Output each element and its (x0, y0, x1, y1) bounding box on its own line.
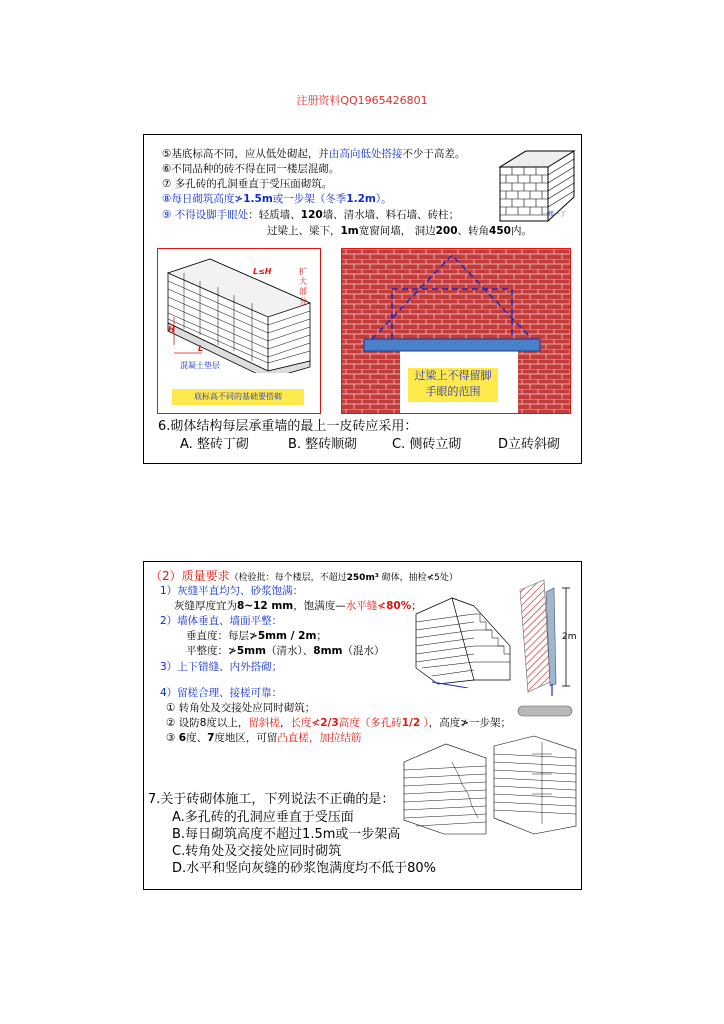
h-label: H (168, 325, 175, 334)
question-6: 6.砌体结构每层承重墙的最上一皮砖应采用： (158, 419, 418, 434)
expanded-part-char: 大 (299, 277, 307, 286)
foundation-caption: 底标高不同的基础要搭砌 (172, 389, 304, 405)
rule-9: ⑨ 不得设脚手眼处：轻质墙、120墙、清水墙、料石墙、砖柱； (162, 209, 460, 221)
lintel-caption (408, 368, 498, 402)
quality-title: （2）质量要求（检验批：每个楼层，不超过250m³ 砌体，抽检≮5处） (150, 569, 458, 583)
rule-5: ⑤基底标高不同，应从低处砌起，并由高向低处搭接不少于高差。 (162, 148, 466, 160)
option: D.水平和竖向灰缝的砂浆饱满度均不低于80% (172, 861, 437, 876)
req-1-detail: 灰缝厚度宜为8~12 mm，饱满度—水平缝≮80%； (174, 600, 422, 612)
rule-8: ⑧每日砌筑高度≯1.5m或一步架（冬季1.2m）。 (162, 193, 392, 205)
req-4: 4）留槎合理、接槎可靠： (160, 687, 283, 699)
expanded-part-label (298, 267, 308, 307)
wall-junction-drawing (402, 734, 578, 840)
req-4-item-1: ① 转角处及交接处应同时砌筑； (166, 702, 316, 714)
stepped-foundation-drawing (160, 253, 318, 373)
option: C. 侧砖立砌 (392, 437, 462, 452)
scaffold-pipe-drawing (516, 702, 574, 720)
option: B.每日砌筑高度不超过1.5m或一步架高 (172, 827, 401, 842)
brick-block-label: 一楼一丁 (542, 211, 567, 218)
req-2: 2）墙体垂直、墙面平整： (160, 615, 283, 627)
l-le-h-label: L≤H (253, 267, 272, 276)
req-4-item-3: ③ 6度、7度地区，可留凸直槎，加拉结筋 (166, 732, 362, 744)
req-3: 3）上下错缝、内外搭砌； (160, 661, 283, 673)
rule-7: ⑦ 多孔砖的孔洞垂直于受压面砌筑。 (162, 178, 333, 190)
option: D立砖斜砌 (498, 437, 561, 452)
expanded-part-char: 部 (299, 287, 307, 296)
concrete-pad-label: 混凝土垫层 (180, 361, 220, 370)
expanded-part-char: 分 (299, 297, 307, 306)
slide-masonry-rules (143, 134, 582, 464)
question-7: 7.关于砖砌体施工，下列说法不正确的是： (148, 792, 395, 807)
option: B. 整砖顺砌 (288, 437, 358, 452)
option: C.转角处及交接处应同时砌筑 (172, 844, 342, 859)
foundation-step-figure (157, 248, 321, 414)
rule-6: ⑥不同品种的砖不得在同一楼层混砌。 (162, 163, 340, 175)
rule-9-continued: 过梁上、梁下，1m宽窗间墙， 洞边200、转角450内。 (267, 225, 532, 237)
req-1: 1）灰缝平直均匀、砂浆饱满： (160, 585, 304, 597)
ruler-2m-label: 2m (562, 632, 577, 642)
expanded-part-char: 扩 (299, 267, 307, 276)
option: A. 整砖丁砌 (180, 437, 249, 452)
watermark: 注册资料QQ1965426801 (296, 94, 428, 107)
req-2-flatness: 平整度：≯5mm（清水）、8mm（混水） (186, 645, 385, 657)
l-label: L (198, 344, 204, 353)
option: A.多孔砖的孔洞应垂直于受压面 (172, 810, 354, 825)
slide-quality-requirements (143, 561, 582, 890)
lintel-caption-line: 手眼的范围 (425, 385, 481, 398)
req-4-item-2: ② 设防8度以上，留斜槎，长度≮2/3高度（多孔砖1/2 ），高度≯一步架； (166, 717, 512, 729)
toothed-wall-drawing (412, 584, 516, 688)
lintel-caption-line: 过梁上不得留脚 (414, 369, 492, 382)
req-2-verticality: 垂直度：每层≯5mm / 2m； (186, 630, 327, 642)
lintel-figure (341, 248, 571, 414)
